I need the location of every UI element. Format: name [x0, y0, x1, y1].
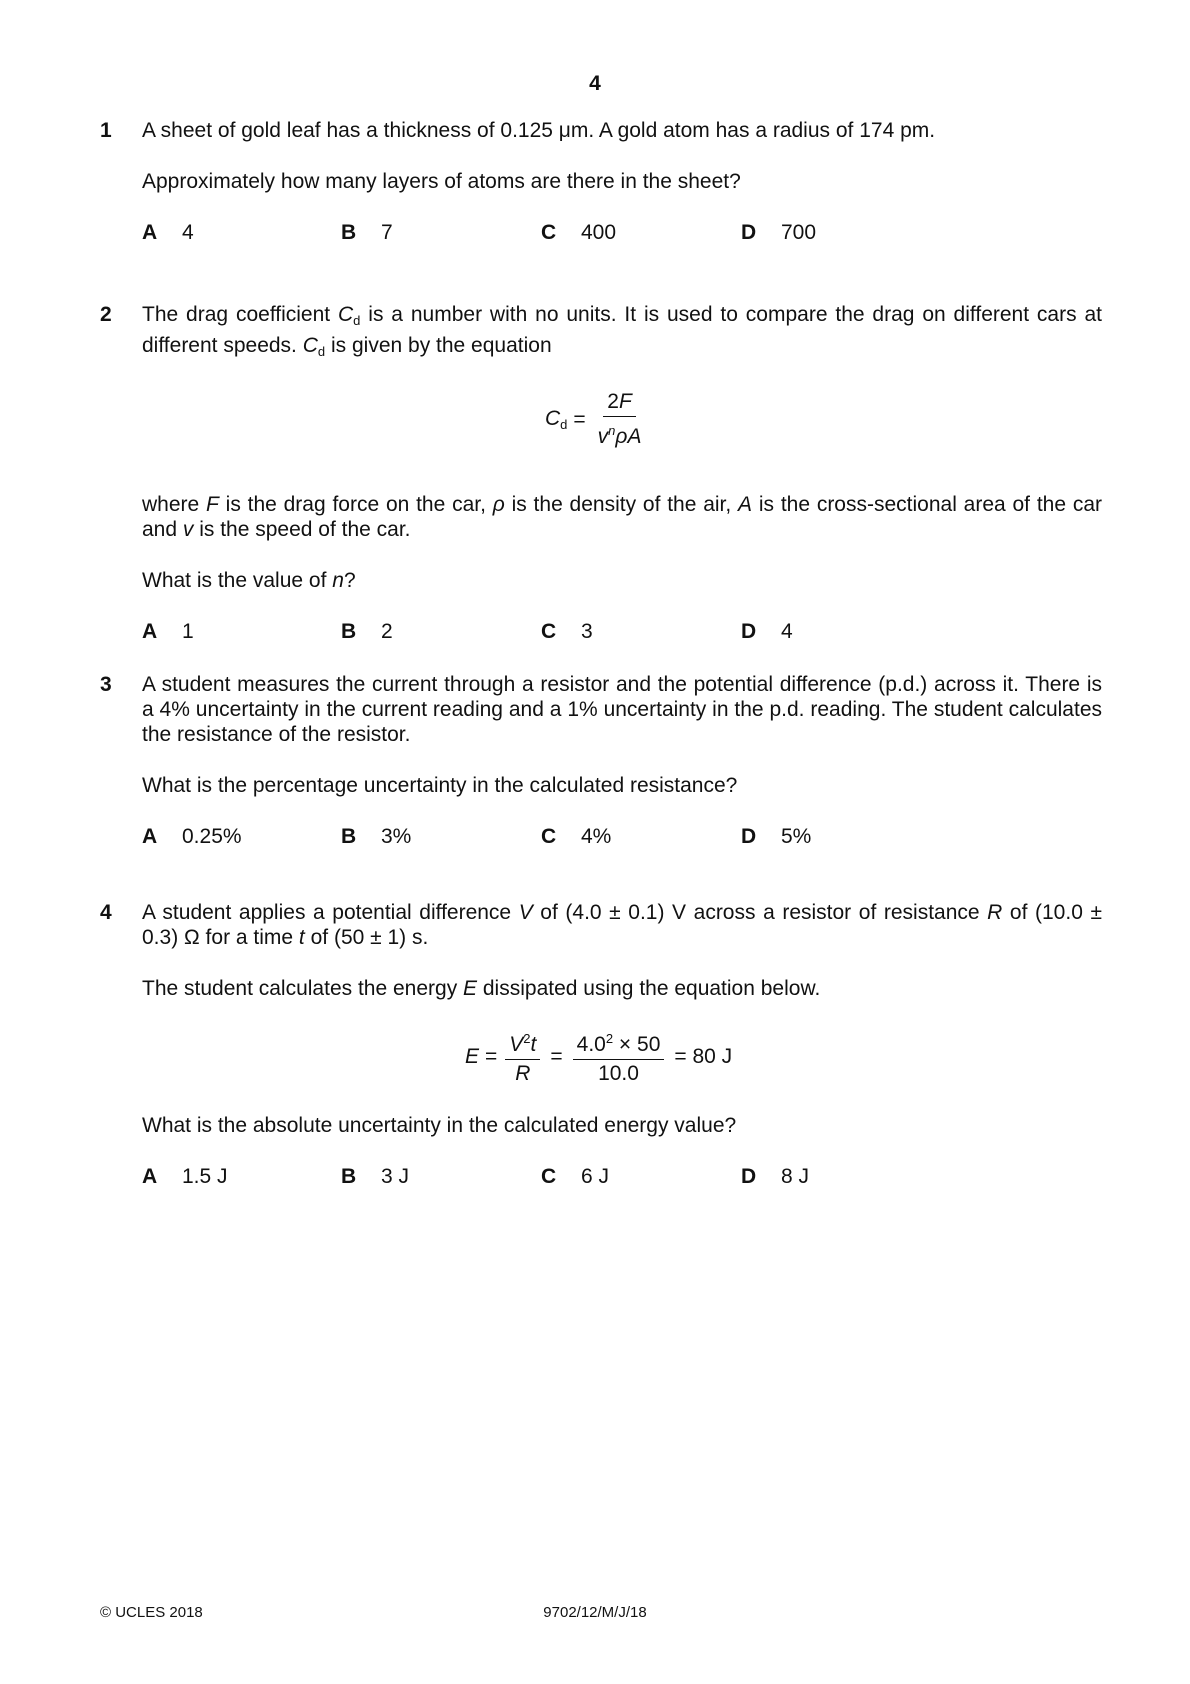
- option-d-value: 4: [781, 620, 793, 643]
- question-stem: A student measures the current through a resistor and the potential difference (p.d.) across it. There is a 4% uncertainty in the current reading and a 1% uncertainty in the p.d. reading. The student calculates the resistance of the resistor.: [142, 673, 1102, 746]
- option-c-value: 400: [581, 221, 617, 244]
- option-c-value: 3: [581, 620, 593, 643]
- option-d[interactable]: D 700: [741, 221, 817, 244]
- question-prompt: What is the absolute uncertainty in the calculated energy value?: [142, 1114, 737, 1137]
- option-a[interactable]: A 1.5 J: [142, 1165, 228, 1188]
- energy-equation: E = $\frac{V^2t}{R}$ = $\frac{4.0^2 \times 50}{10.0}$ = 80 J: [142, 1027, 1102, 1093]
- question-number: 1: [100, 119, 112, 142]
- option-c[interactable]: C 3: [541, 620, 593, 643]
- question-number: 4: [100, 901, 112, 924]
- question-prompt: Approximately how many layers of atoms are there in the sheet?: [142, 170, 741, 193]
- question-prompt: What is the value of n?: [142, 569, 356, 592]
- option-a-value: 1.5 J: [182, 1165, 228, 1188]
- option-b-value: 3 J: [381, 1165, 410, 1188]
- option-b[interactable]: B 2: [341, 620, 393, 643]
- option-d-value: 5%: [781, 825, 812, 848]
- question-number: 2: [100, 303, 112, 326]
- energy-fraction-numeric: $\frac{4.0^2 \times 50}{10.0}$: [573, 1027, 665, 1086]
- answer-options: [142, 1164, 1102, 1194]
- option-c[interactable]: C 6 J: [541, 1165, 610, 1188]
- option-d[interactable]: D 8 J: [741, 1165, 810, 1188]
- option-a-value: 4: [182, 221, 194, 244]
- drag-fraction: $\frac{2F}{v^n\rho A}$: [597, 390, 642, 448]
- question-body: [142, 302, 1102, 649]
- option-c-value: 6 J: [581, 1165, 610, 1188]
- option-c-value: 4%: [581, 825, 612, 848]
- question-stem: A sheet of gold leaf has a thickness of 0.125 μm. A gold atom has a radius of 174 pm.: [142, 119, 936, 142]
- option-c[interactable]: C 4%: [541, 825, 612, 848]
- option-a-value: 1: [182, 620, 194, 643]
- question-number: 3: [100, 673, 112, 696]
- footer-copyright: © UCLES 2018: [100, 1604, 203, 1621]
- option-b[interactable]: B 7: [341, 221, 393, 244]
- option-b-value: 7: [381, 221, 393, 244]
- answer-options: [142, 619, 1102, 649]
- variable-definitions: where F is the drag force on the car, ρ is the density of the air, A is the cross-sectional area of the car and v is the speed of the car.: [142, 493, 1102, 541]
- drag-equation: $C_d$ = $\frac{2F}{v^n\rho A}$: [142, 390, 1102, 472]
- answer-options: [142, 220, 1102, 250]
- option-d-value: 8 J: [781, 1165, 810, 1188]
- option-a[interactable]: A 4: [142, 221, 194, 244]
- option-a-value: 0.25%: [182, 825, 242, 848]
- option-d[interactable]: D 4: [741, 620, 793, 643]
- option-b-value: 2: [381, 620, 393, 643]
- option-a[interactable]: A 1: [142, 620, 194, 643]
- option-d-value: 700: [781, 221, 817, 244]
- question-body: [142, 118, 1102, 250]
- question-body: [142, 900, 1102, 1194]
- question-prompt: What is the percentage uncertainty in the calculated resistance?: [142, 774, 738, 797]
- footer-paper-code: 9702/12/M/J/18: [543, 1604, 647, 1621]
- question-body: [142, 672, 1102, 854]
- question-context: The student calculates the energy E dissipated using the equation below.: [142, 977, 821, 1000]
- question-stem: A student applies a potential difference V of (4.0 ± 0.1) V across a resistor of resistance R of (10.0 ± 0.3) Ω for a time t of (50 ± 1) s.: [142, 901, 1102, 949]
- question-stem: The drag coefficient $C_d$ is a number with no units. It is used to compare the drag on different cars at different speeds. $C_d$ is given by the equation: [142, 303, 1102, 359]
- option-b[interactable]: B 3%: [341, 825, 412, 848]
- option-b-value: 3%: [381, 825, 412, 848]
- energy-fraction-symbolic: $\frac{V^2t}{R}$: [505, 1027, 540, 1086]
- page-number: 4: [589, 72, 601, 95]
- option-a[interactable]: A 0.25%: [142, 825, 242, 848]
- option-b[interactable]: B 3 J: [341, 1165, 410, 1188]
- answer-options: [142, 824, 1102, 854]
- option-c[interactable]: C 400: [541, 221, 617, 244]
- option-d[interactable]: D 5%: [741, 825, 812, 848]
